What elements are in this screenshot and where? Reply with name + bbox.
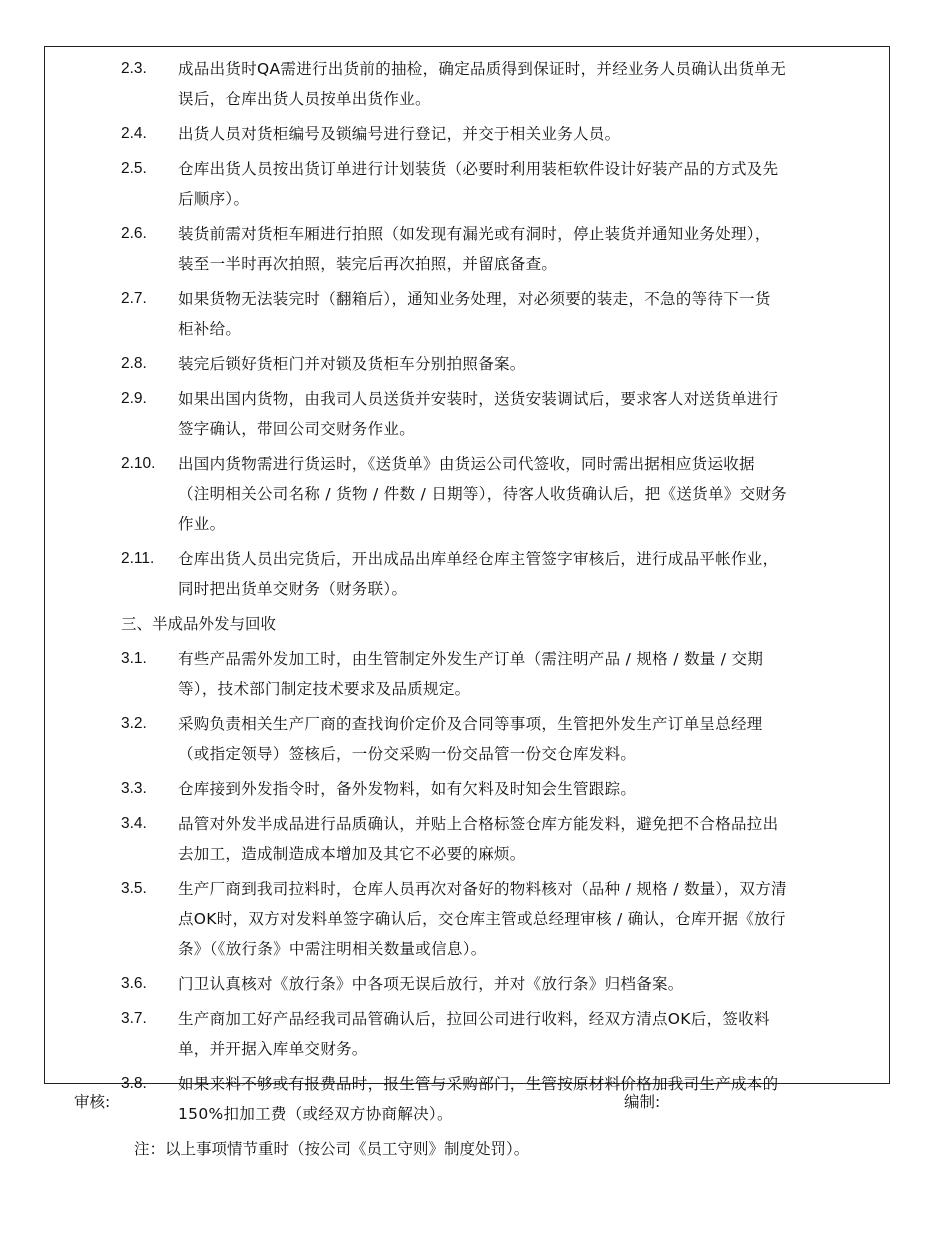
item-text bbox=[178, 1004, 891, 1064]
item-number: 3.5. bbox=[121, 880, 147, 897]
item-text bbox=[178, 874, 891, 964]
item-text-line: 生产商加工好产品经我司品管确认后，拉回公司进行收料，经双方清点OK后，签收料 bbox=[178, 1010, 770, 1028]
item-text-line: 作业。 bbox=[178, 515, 226, 533]
item-number: 3.1. bbox=[121, 650, 147, 667]
item-text-line: 仓库出货人员出完货后，开出成品出库单经仓库主管签字审核后，进行成品平帐作业， bbox=[178, 550, 779, 568]
item-text-line: 有些产品需外发加工时，由生管制定外发生产订单（需注明产品 / 规格 / 数量 / 交期 bbox=[178, 650, 764, 668]
item-text-line: 签字确认，带回公司交财务作业。 bbox=[178, 420, 416, 438]
item-number: 2.3. bbox=[121, 60, 147, 77]
item-text-line: 品管对外发半成品进行品质确认，并贴上合格标签仓库方能发料，避免把不合格品拉出 bbox=[178, 815, 779, 833]
item-text-line: 如果出国内货物，由我司人员送货并安装时，送货安装调试后，要求客人对送货单进行 bbox=[178, 390, 779, 408]
item-text-line: 门卫认真核对《放行条》中各项无误后放行，并对《放行条》归档备案。 bbox=[178, 975, 684, 993]
item-text-line: （或指定领导）签核后，一份交采购一份交品管一份交仓库发料。 bbox=[178, 745, 637, 763]
item-number: 2.5. bbox=[121, 160, 147, 177]
item-text-line: 误后，仓库出货人员按单出货作业。 bbox=[178, 90, 431, 108]
item-text bbox=[178, 809, 891, 869]
item-text-line: 生产厂商到我司拉料时，仓库人员再次对备好的物料核对（品种 / 规格 / 数量），双方清 bbox=[178, 880, 787, 898]
item-number: 3.2. bbox=[121, 715, 147, 732]
list-item bbox=[121, 1069, 891, 1129]
section-2-items bbox=[121, 54, 891, 604]
item-text bbox=[178, 1069, 891, 1129]
list-item bbox=[121, 154, 891, 214]
item-text bbox=[178, 969, 891, 999]
item-text-line: 单，并开据入库单交财务。 bbox=[178, 1040, 368, 1058]
item-text-line: 出货人员对货柜编号及锁编号进行登记，并交于相关业务人员。 bbox=[178, 125, 621, 143]
item-number: 3.3. bbox=[121, 780, 147, 797]
list-item bbox=[121, 284, 891, 344]
item-text-line: 出国内货物需进行货运时，《送货单》由货运公司代签收，同时需出据相应货运收据 bbox=[178, 455, 755, 473]
item-text bbox=[178, 284, 891, 344]
item-text-line: 等），技术部门制定技术要求及品质规定。 bbox=[178, 680, 471, 698]
item-text-line: 如果货物无法装完时（翻箱后），通知业务处理，对必须要的装走，不急的等待下一货 bbox=[178, 290, 771, 308]
footnote: 注：以上事项情节重时（按公司《员工守则》制度处罚）。 bbox=[134, 1140, 530, 1158]
document-content bbox=[121, 54, 891, 1164]
section-3-items bbox=[121, 644, 891, 1129]
item-text-line: 后顺序）。 bbox=[178, 190, 250, 208]
list-item bbox=[121, 219, 891, 279]
item-text-line: 成品出货时QA需进行出货前的抽检，确定品质得到保证时，并经业务人员确认出货单无 bbox=[178, 60, 787, 78]
item-text-line: 装货前需对货柜车厢进行拍照（如发现有漏光或有洞时，停止装货并通知业务处理）， bbox=[178, 225, 771, 243]
item-number: 2.10. bbox=[121, 455, 156, 472]
list-item bbox=[121, 709, 891, 769]
item-number: 2.7. bbox=[121, 290, 147, 307]
list-item bbox=[121, 1004, 891, 1064]
item-text-line: （注明相关公司名称 / 货物 / 件数 / 日期等），待客人收货确认后，把《送货单》交财务 bbox=[178, 485, 787, 503]
list-item bbox=[121, 119, 891, 149]
item-text bbox=[178, 154, 891, 214]
item-text-line: 点OK时，双方对发料单签字确认后，交仓库主管或总经理审核 / 确认，仓库开据《放行 bbox=[178, 910, 786, 928]
list-item bbox=[121, 774, 891, 804]
item-text-line: 仓库接到外发指令时，备外发物料，如有欠料及时知会生管跟踪。 bbox=[178, 780, 637, 798]
compile-label: 编制: bbox=[624, 1093, 661, 1111]
item-text bbox=[178, 644, 891, 704]
review-label: 审核: bbox=[74, 1093, 111, 1111]
item-number: 3.4. bbox=[121, 815, 147, 832]
item-text-line: 装完后锁好货柜门并对锁及货柜车分别拍照备案。 bbox=[178, 355, 526, 373]
section-3-title: 三、半成品外发与回收 bbox=[121, 615, 277, 633]
item-number: 2.6. bbox=[121, 225, 147, 242]
item-number: 2.11. bbox=[121, 550, 155, 567]
list-item bbox=[121, 969, 891, 999]
item-text bbox=[178, 774, 891, 804]
item-text-line: 采购负责相关生产厂商的查找询价定价及合同等事项，生管把外发生产订单呈总经理 bbox=[178, 715, 763, 733]
item-text bbox=[178, 119, 891, 149]
list-item bbox=[121, 349, 891, 379]
item-text-line: 150%扣加工费（或经双方协商解决）。 bbox=[178, 1105, 453, 1123]
list-item bbox=[121, 544, 891, 604]
item-text bbox=[178, 219, 891, 279]
list-item bbox=[121, 809, 891, 869]
list-item bbox=[121, 644, 891, 704]
list-item bbox=[121, 874, 891, 964]
item-text-line: 柜补给。 bbox=[178, 320, 242, 338]
item-text bbox=[178, 384, 891, 444]
list-item bbox=[121, 54, 891, 114]
item-text bbox=[178, 709, 891, 769]
list-item bbox=[121, 449, 891, 539]
item-number: 3.7. bbox=[121, 1010, 147, 1027]
item-text bbox=[178, 544, 891, 604]
item-number: 2.8. bbox=[121, 355, 147, 372]
item-text-line: 去加工，造成制造成本增加及其它不必要的麻烦。 bbox=[178, 845, 526, 863]
item-number: 2.4. bbox=[121, 125, 147, 142]
item-text bbox=[178, 349, 891, 379]
item-text bbox=[178, 54, 891, 114]
item-text-line: 装至一半时再次拍照，装完后再次拍照，并留底备查。 bbox=[178, 255, 558, 273]
item-text-line: 条》（《放行条》中需注明相关数量或信息）。 bbox=[178, 940, 487, 958]
item-text-line: 同时把出货单交财务（财务联）。 bbox=[178, 580, 408, 598]
item-number: 3.6. bbox=[121, 975, 147, 992]
item-text-line: 如果来料不够或有报费品时，报生管与采购部门，生管按原材料价格加我司生产成本的 bbox=[178, 1075, 779, 1093]
list-item bbox=[121, 384, 891, 444]
item-number: 2.9. bbox=[121, 390, 147, 407]
item-text bbox=[178, 449, 891, 539]
item-text-line: 仓库出货人员按出货订单进行计划装货（必要时利用装柜软件设计好装产品的方式及先 bbox=[178, 160, 779, 178]
item-number: 3.8. bbox=[121, 1075, 147, 1092]
